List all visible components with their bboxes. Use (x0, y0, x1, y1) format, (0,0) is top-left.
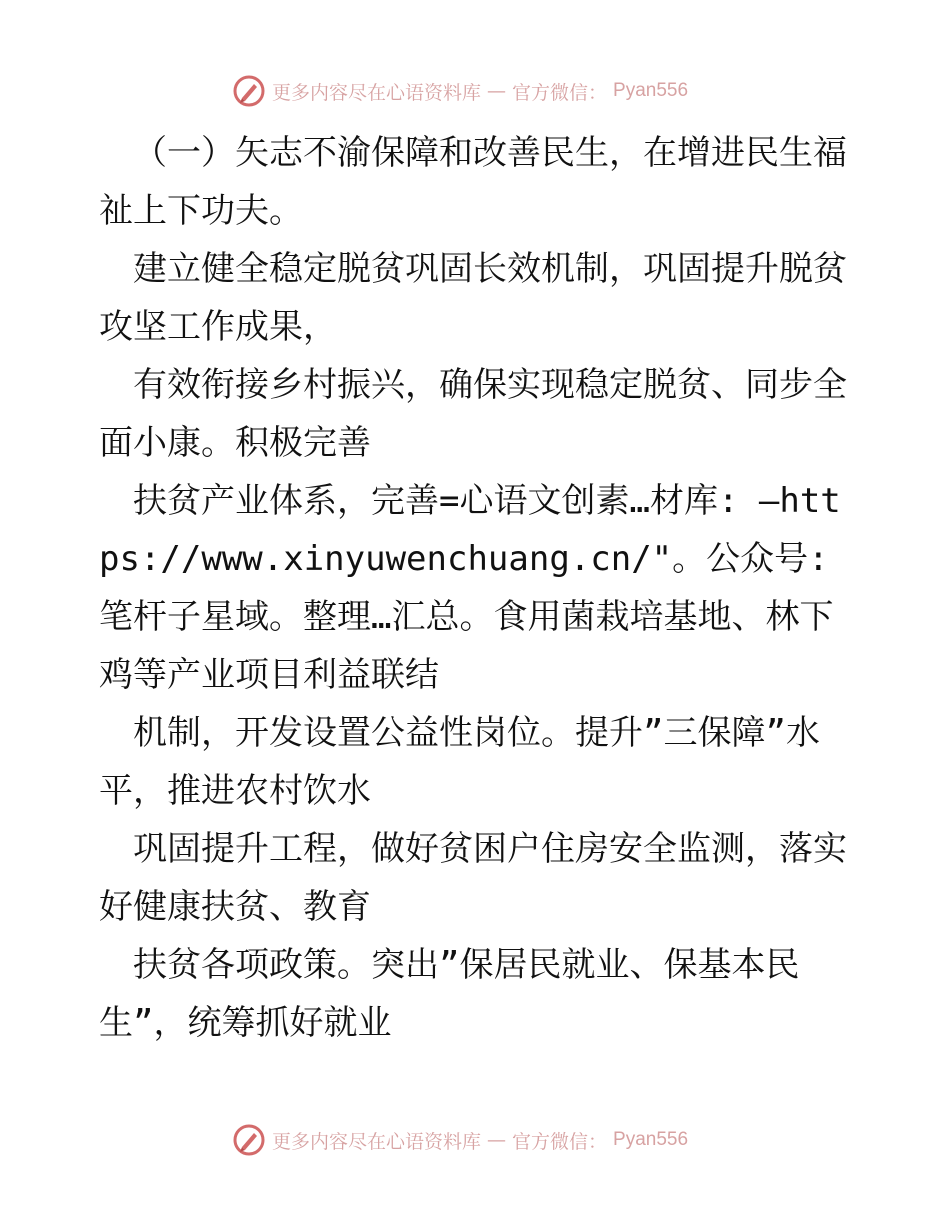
brand-text: 更多内容尽在心语资料库 (272, 1130, 482, 1153)
wechat-id: Pyan556 (613, 1129, 689, 1150)
paragraph-1: （一）矢志不渝保障和改善民生，在增进民生福祉上下功夫。 (99, 133, 847, 231)
pen-logo-icon (232, 1123, 266, 1157)
paragraph-3: 有效衔接乡村振兴，确保实现稳定脱贫、同步全面小康。积极完善 (99, 365, 847, 463)
paragraph-5: 机制，开发设置公益性岗位。提升”三保障”水平，推进农村饮水 (99, 713, 820, 811)
header-watermark[interactable] (232, 71, 752, 111)
paragraph-6: 巩固提升工程，做好贫困户住房安全监测，落实好健康扶贫、教育 (99, 829, 847, 927)
wechat-label: 官方微信： (512, 81, 608, 104)
footer-watermark[interactable] (232, 1120, 752, 1160)
brand-dash: — (487, 1129, 507, 1151)
brand-dash: — (487, 80, 507, 102)
wechat-label: 官方微信： (512, 1130, 608, 1153)
brand-text: 更多内容尽在心语资料库 (272, 81, 482, 104)
paragraph-4: 扶贫产业体系，完善=心语文创素…材库: —https://www.xinyuwenchuang.cn/"。公众号: 笔杆子星域。整理…汇总。食用菌栽培基地、林下鸡等产业项目利益联结 (99, 481, 841, 695)
paragraph-2: 建立健全稳定脱贫巩固长效机制，巩固提升脱贫攻坚工作成果， (99, 249, 847, 347)
wechat-id: Pyan556 (613, 80, 689, 101)
pen-logo-icon (232, 74, 266, 108)
paragraph-7: 扶贫各项政策。突出”保居民就业、保基本民生”，统筹抓好就业 (99, 945, 800, 1043)
document-body (99, 124, 859, 1052)
